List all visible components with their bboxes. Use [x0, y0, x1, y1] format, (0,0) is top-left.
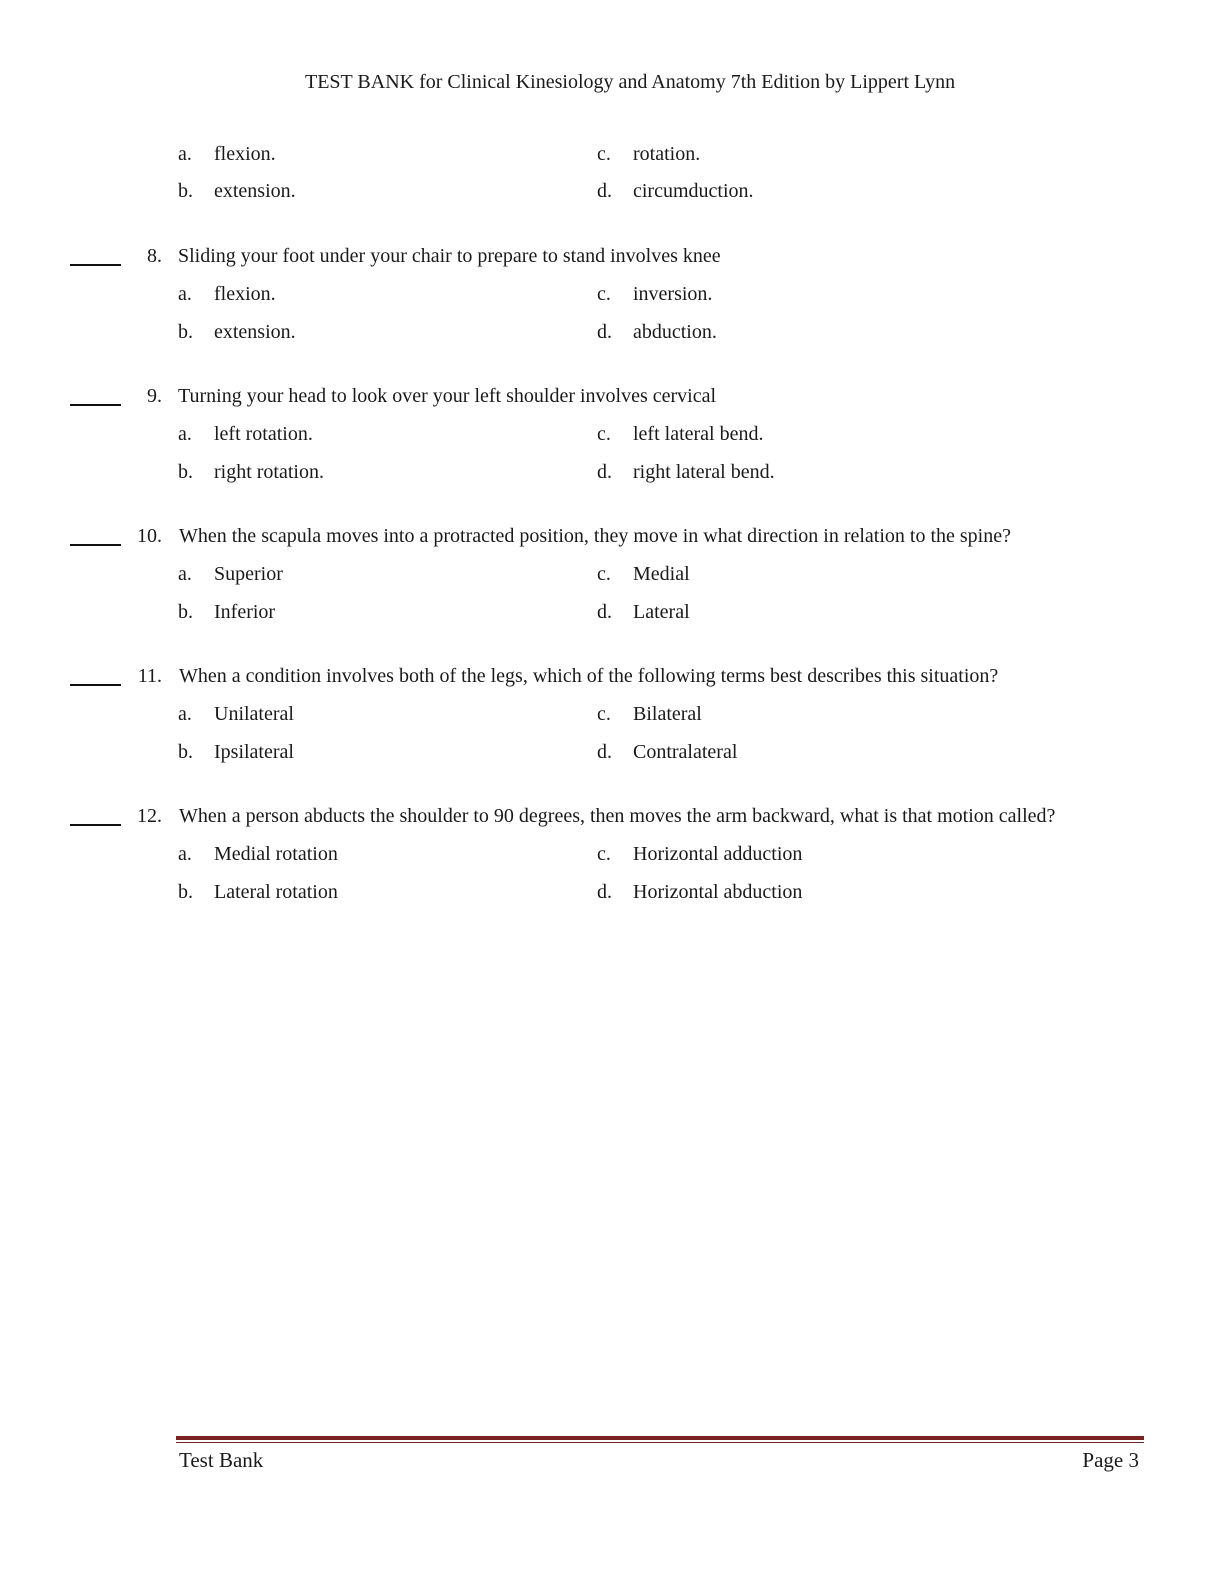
- option-letter: d.: [597, 601, 612, 623]
- option-text: Inferior: [214, 601, 276, 623]
- option-text: Medial: [633, 563, 690, 585]
- option-text: right rotation.: [214, 461, 324, 483]
- option-letter: a.: [178, 563, 192, 585]
- option-letter: c.: [597, 283, 611, 305]
- question-text: When the scapula moves into a protracted position, they move in what direction in relation to the spine?: [179, 525, 1011, 547]
- option-letter: a.: [178, 283, 192, 305]
- option-text: flexion.: [214, 283, 276, 305]
- option-text: inversion.: [633, 283, 713, 305]
- option-text: flexion.: [214, 143, 276, 165]
- option-text: Bilateral: [633, 703, 702, 725]
- question-number: 9.: [147, 385, 162, 407]
- option-letter: c.: [597, 143, 611, 165]
- option-text: Lateral rotation: [214, 881, 338, 903]
- option-letter: b.: [178, 741, 193, 763]
- option-text: circumduction.: [633, 180, 754, 202]
- option-text: rotation.: [633, 143, 701, 165]
- option-letter: a.: [178, 703, 192, 725]
- option-text: Horizontal adduction: [633, 843, 803, 865]
- option-letter: d.: [597, 321, 612, 343]
- option-letter: a.: [178, 423, 192, 445]
- option-text: Superior: [214, 563, 283, 585]
- question-text: Turning your head to look over your left shoulder involves cervical: [178, 385, 717, 407]
- option-text: extension.: [214, 180, 296, 202]
- option-letter: b.: [178, 601, 193, 623]
- question-text: When a condition involves both of the legs, which of the following terms best describes this situation?: [179, 665, 999, 687]
- question-number: 11.: [137, 665, 162, 687]
- option-text: Lateral: [633, 601, 690, 623]
- option-letter: a.: [178, 143, 192, 165]
- option-letter: d.: [597, 180, 612, 202]
- option-letter: a.: [178, 843, 192, 865]
- answer-blank[interactable]: [70, 404, 121, 406]
- option-text: Ipsilateral: [214, 741, 294, 763]
- answer-blank[interactable]: [70, 684, 121, 686]
- option-text: extension.: [214, 321, 296, 343]
- option-letter: b.: [178, 321, 193, 343]
- option-letter: c.: [597, 563, 611, 585]
- question-text: Sliding your foot under your chair to prepare to stand involves knee: [178, 245, 721, 267]
- option-text: Horizontal abduction: [633, 881, 803, 903]
- footer-left-label: Test Bank: [179, 1448, 264, 1472]
- option-letter: c.: [597, 423, 611, 445]
- question-number: 10.: [137, 525, 162, 547]
- option-letter: b.: [178, 180, 193, 202]
- page-header-title: TEST BANK for Clinical Kinesiology and Anatomy 7th Edition by Lippert Lynn: [305, 71, 956, 93]
- option-letter: c.: [597, 843, 611, 865]
- question-number: 8.: [147, 245, 162, 267]
- option-text: right lateral bend.: [633, 461, 775, 483]
- option-letter: c.: [597, 703, 611, 725]
- page-number: Page 3: [1082, 1448, 1139, 1472]
- option-text: Unilateral: [214, 703, 294, 725]
- answer-blank[interactable]: [70, 544, 121, 546]
- option-letter: d.: [597, 881, 612, 903]
- option-text: left lateral bend.: [633, 423, 764, 445]
- option-text: Contralateral: [633, 741, 738, 763]
- option-letter: d.: [597, 741, 612, 763]
- option-text: abduction.: [633, 321, 717, 343]
- option-letter: b.: [178, 881, 193, 903]
- option-letter: d.: [597, 461, 612, 483]
- option-text: left rotation.: [214, 423, 313, 445]
- option-letter: b.: [178, 461, 193, 483]
- answer-blank[interactable]: [70, 264, 121, 266]
- option-text: Medial rotation: [214, 843, 338, 865]
- question-number: 12.: [137, 805, 162, 827]
- question-text: When a person abducts the shoulder to 90 degrees, then moves the arm backward, what is that motion called?: [179, 805, 1056, 827]
- answer-blank[interactable]: [70, 824, 121, 826]
